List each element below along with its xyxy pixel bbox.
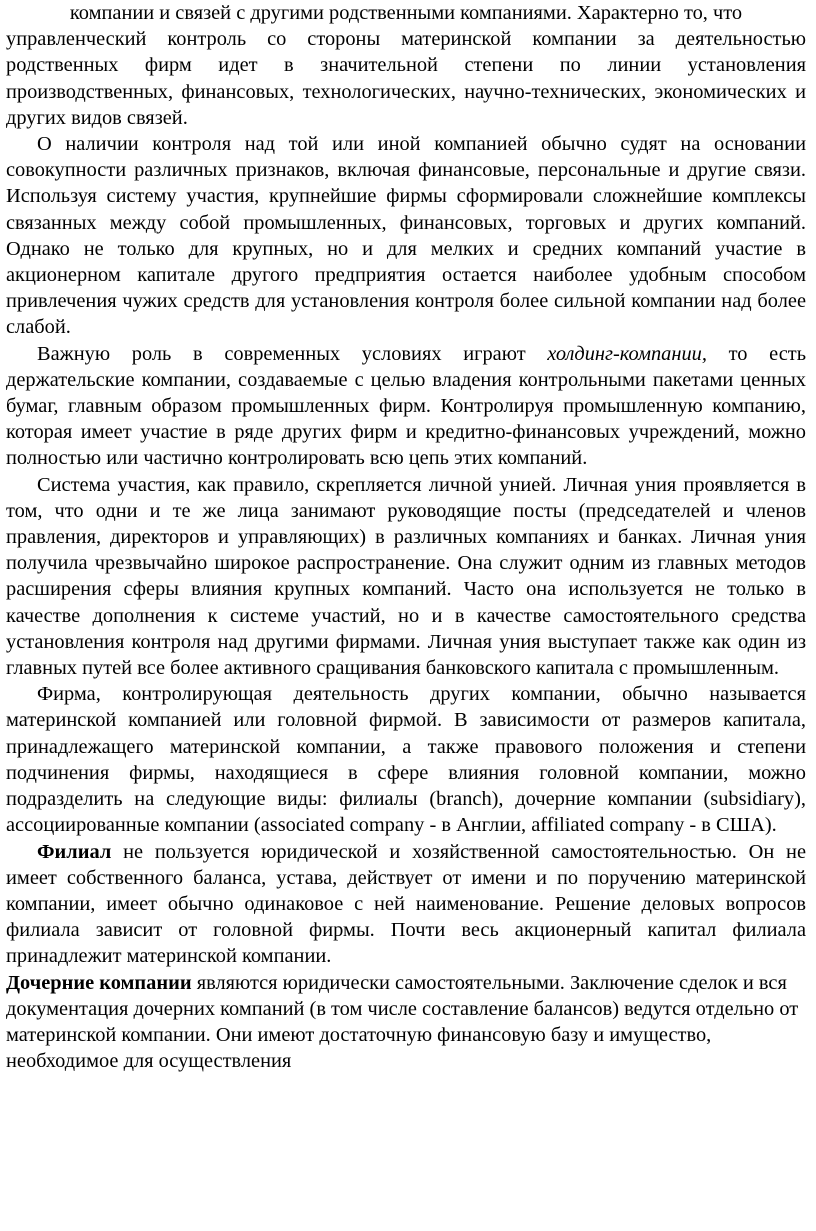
holding-term: холдинг-компании, [547,342,707,365]
continuation-rest: управленческий контроль со стороны материнской компании за деятельностью родственных фирм идет в значительной степени по линии установления производственных, финансовых, технологических, научно-технических, экономических и других видов связей. [6,28,806,129]
paragraph-branch [6,839,806,970]
paragraph-subsidiaries [6,970,806,1075]
continuation-first-line: компании и связей с другими родственными компаниями. Характерно то, что [69,2,743,24]
paragraph-continuation [6,0,806,131]
subsidiaries-text: являются юридически самостоятельными. Заключение сделок и вся документация дочерних компаний (в том числе составление балансов) ведутся отдельно от материнской компании. Они имеют достаточную финансовую базу и имущество, необходимое для осуществления [6,971,799,1073]
paragraph-control-signs: О наличии контроля над той или иной компанией обычно судят на основании совокупности различных признаков, включая финансовые, персональные и другие связи. Используя систему участия, крупнейшие фирмы сформировали сложнейшие комплексы связанных между собой промышленных, финансовых, торговых и других компаний. Однако не только для крупных, но и для мелких и средних компаний участие в акционерном капитале другого предприятия остается наиболее удобным способом привлечения чужих средств для установления контроля более сильной компании над более слабой. [6,133,806,339]
paragraph-holding-companies [6,341,806,472]
branch-text: не пользуется юридической и хозяйственной самостоятельностью. Он не имеет собственного баланса, устава, действует от имени и по поручению материнской компании, имеет обычно одинаковое с ней наименование. Решение деловых вопросов филиала зависит от головной фирмы. Почти весь акционерный капитал филиала принадлежит материнской компании. [6,840,806,968]
subsidiaries-term: Дочерние компании [6,971,192,994]
holding-text-before: Важную роль в современных условиях играют [37,342,548,365]
paragraph-parent-company: Фирма, контролирующая деятельность других компании, обычно называется материнской компанией или головной фирмой. В зависимости от размеров капитала, принадлежащего материнской компании, а также правового положения и степени подчинения фирмы, находящиеся в сфере влияния головной компании, можно подразделить на следующие виды: филиалы (branch), дочерние компании (subsidiary), ассоциированные компании (associated company - в Англии, affiliated company - в США). [6,683,806,837]
branch-term: Филиал [37,840,112,863]
paragraph-personal-union: Система участия, как правило, скрепляется личной унией. Личная уния проявляется в том, что одни и те же лица занимают руководящие посты (председателей и членов правления, директоров и управляющих) в различных компаниях и банках. Личная уния получила чрезвычайно широкое распространение. Она служит одним из главных методов расширения сферы влияния крупных компаний. Часто она используется не только в качестве дополнения к системе участий, но и в качестве самостоятельного средства установления контроля над другими фирмами. Личная уния выступает также как один из главных путей все более активного сращивания банковского капитала с промышленным. [6,473,806,680]
holding-text-after: то есть держательские компании, создаваемые с целью владения контрольными пакетами ценных бумаг, главным образом промышленных фирм. Контролируя промышленную компанию, которая имеет участие в ряде других фирм и кредитно-финансовых учреждений, можно полностью или частично контролировать всю цепь этих компаний. [6,342,806,470]
